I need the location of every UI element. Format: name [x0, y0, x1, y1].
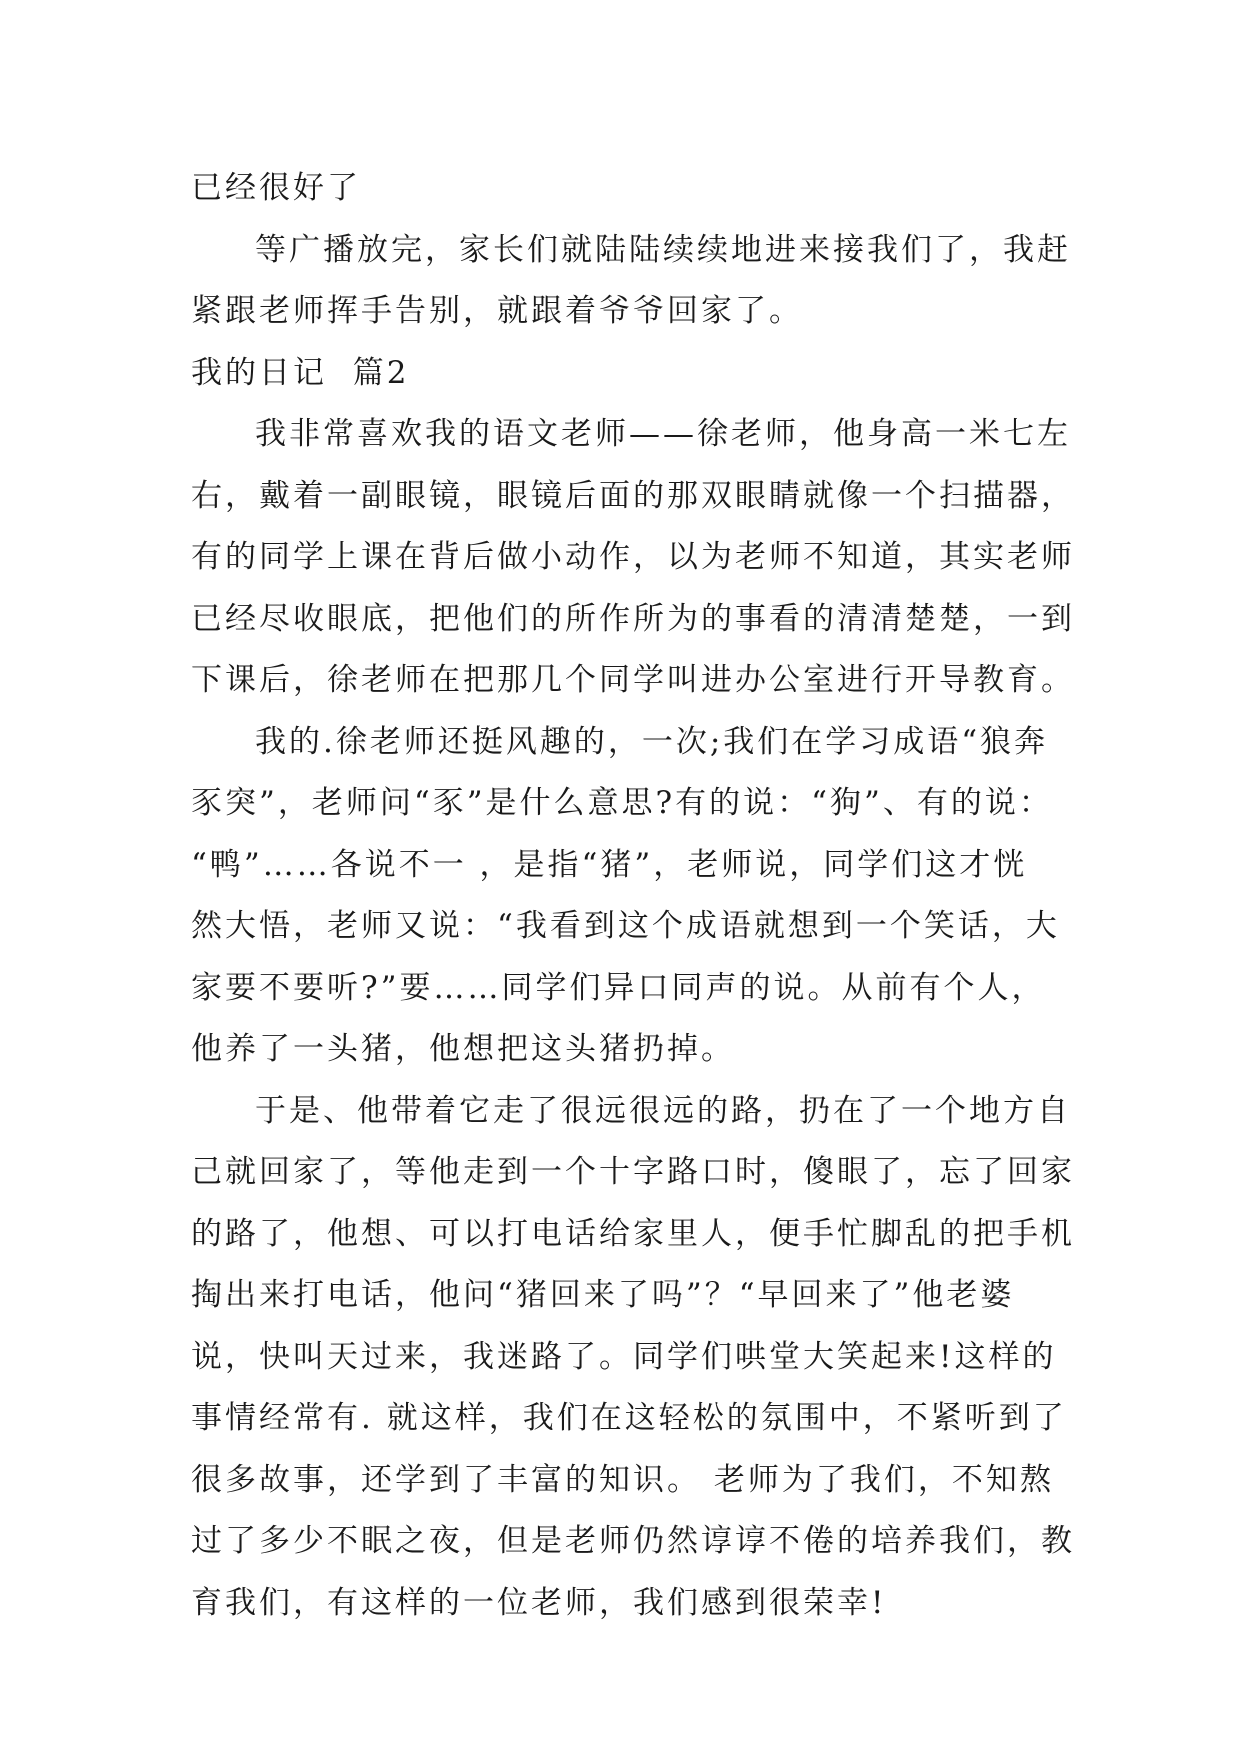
text-line: “鸭”……各说不一 ，是指“猪”，老师说，同学们这才恍: [191, 846, 1028, 883]
section-heading: 我的日记 篇2: [191, 354, 410, 391]
text-line: 已经很好了: [191, 170, 361, 206]
text-line: 己就回家了，等他走到一个十字路口时，傻眼了，忘了回家: [191, 1154, 1075, 1190]
text-line: 家要不要听?”要……同学们异口同声的说。从前有个人，: [191, 969, 1046, 1006]
text-line: 过了多少不眠之夜，但是老师仍然谆谆不倦的培养我们，教: [191, 1523, 1075, 1559]
text-line: 很多故事，还学到了丰富的知识。 老师为了我们，不知熬: [191, 1461, 1054, 1498]
text-line: 下课后，徐老师在把那几个同学叫进办公室进行开导教育。: [191, 662, 1075, 698]
text-line: 的路了，他想、可以打电话给家里人，便手忙脚乱的把手机: [191, 1215, 1075, 1252]
paragraph-line: 我的.徐老师还挺风趣的，一次;我们在学习成语“狼奔: [255, 723, 1049, 760]
text-line: 掏出来打电话，他问“猪回来了吗”？“早回来了”他老婆: [191, 1277, 1015, 1313]
text-line: 豕突”，老师问“豕”是什么意思?有的说：“狗”、有的说：: [191, 785, 1053, 821]
text-line: 已经尽收眼底，把他们的所作所为的事看的清清楚楚，一到: [191, 600, 1075, 637]
paragraph-line: 我非常喜欢我的语文老师——徐老师，他身高一米七左: [255, 416, 1071, 452]
document-body: [191, 158, 1075, 1634]
text-line: 他养了一头猪，他想把这头猪扔掉。: [191, 1031, 735, 1067]
text-line: 然大悟，老师又说：“我看到这个成语就想到一个笑话，大: [191, 908, 1060, 944]
text-line: 有的同学上课在背后做小动作，以为老师不知道，其实老师: [191, 539, 1075, 575]
text-line: 右，戴着一副眼镜，眼镜后面的那双眼睛就像一个扫描器，: [191, 477, 1075, 514]
paragraph-line: 等广播放完，家长们就陆陆续续地进来接我们了，我赶: [255, 231, 1071, 268]
text-line: 事情经常有. 就这样，我们在这轻松的氛围中，不紧听到了: [191, 1400, 1067, 1436]
text-line: 育我们，有这样的一位老师，我们感到很荣幸!: [191, 1584, 887, 1621]
text-line: 紧跟老师挥手告别，就跟着爷爷回家了。: [191, 293, 803, 329]
paragraph-line: 于是、他带着它走了很远很远的路，扔在了一个地方自: [255, 1092, 1071, 1129]
text-line: 说，快叫天过来，我迷路了。同学们哄堂大笑起来!这样的: [191, 1338, 1057, 1375]
